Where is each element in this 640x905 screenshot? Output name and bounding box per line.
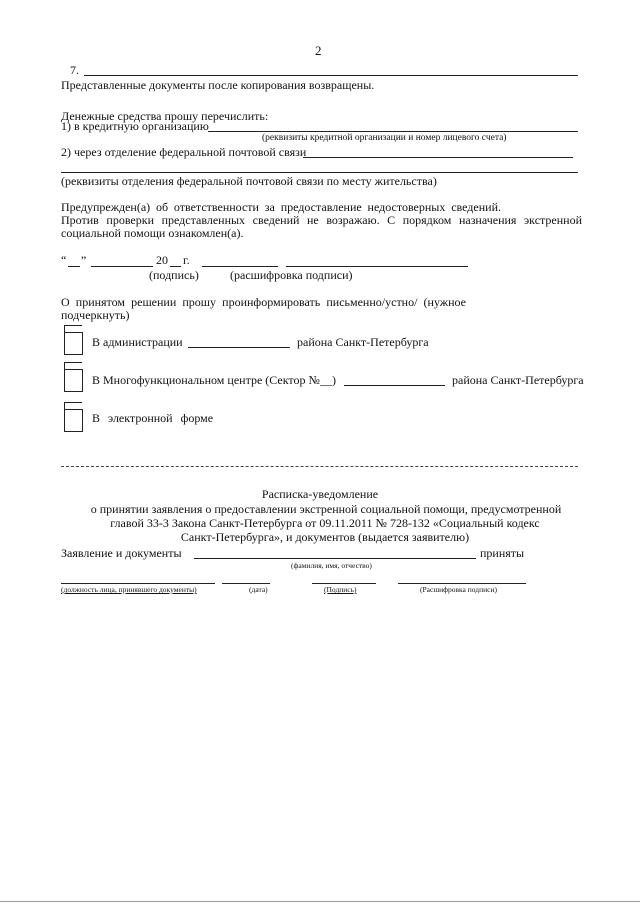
checkbox-administration[interactable] [64, 332, 83, 355]
post-office-caption: (реквизиты отделения федеральной почтовой связи по месту жительства) [61, 174, 437, 188]
date-year-prefix: 20 [156, 253, 168, 267]
receipt-sign-line [312, 583, 376, 584]
credit-org-line [208, 131, 578, 132]
receipt-title: Расписка-уведомление [261, 487, 379, 501]
cut-line [61, 466, 578, 467]
warning-line-2: Против проверки представленных сведений не возражаю. С порядком назначения экстренной [61, 213, 582, 227]
date-month-line [91, 266, 153, 267]
documents-returned-text: Представленные документы после копирования возвращены. [61, 78, 375, 92]
receipt-fio-line [194, 558, 476, 559]
credit-org-caption: (реквизиты кредитной организации и номер лицевого счета) [262, 133, 507, 143]
signature-caption: (подпись) [149, 268, 199, 282]
checkbox-electronic[interactable] [64, 409, 83, 432]
date-quote-open: “ [61, 253, 67, 267]
receipt-position-caption: (должность лица, принявшего документы) [61, 585, 197, 594]
date-year-suffix: г. [183, 253, 190, 267]
option-electronic-label: В электронной форме [92, 411, 214, 425]
post-office-line-2 [61, 172, 578, 173]
receipt-date-line [222, 583, 270, 584]
option-administration-suffix: района Санкт-Петербурга [297, 335, 429, 349]
date-quote-close: ” [81, 253, 87, 267]
page-number: 2 [315, 43, 322, 58]
signature-line [202, 266, 278, 267]
credit-org-label: 1) в кредитную организацию [61, 119, 209, 133]
notify-line-2: подчеркнуть) [61, 308, 130, 322]
administration-district-line[interactable] [188, 347, 290, 348]
signature-decode-caption: (расшифровка подписи) [230, 268, 353, 282]
signature-decode-line [286, 266, 468, 267]
notify-line-1: О принятом решении прошу проинформировать письменно/устно/ (нужное [61, 295, 466, 309]
receipt-line-2: главой 33-3 Закона Санкт-Петербурга от 09.11.2011 № 728-132 «Социальный кодекс [110, 516, 540, 530]
receipt-docs-accepted: приняты [480, 546, 525, 560]
mfc-district-line[interactable] [344, 385, 445, 386]
receipt-date-caption: (дата) [249, 585, 268, 594]
receipt-decode-line [398, 583, 526, 584]
date-year-line [170, 266, 181, 267]
warning-line-1: Предупрежден(а) об ответственности за предоставление недостоверных сведений. [61, 200, 501, 214]
receipt-position-line [61, 583, 215, 584]
checkbox-mfc[interactable] [64, 369, 83, 392]
scan-edge-line [0, 901, 640, 902]
post-office-line [303, 157, 573, 158]
item-7-label: 7. [70, 63, 79, 77]
date-day-line [68, 266, 80, 267]
receipt-line-1: о принятии заявления о предоставлении экстренной социальной помощи, предусмотренной [90, 502, 562, 516]
receipt-sign-caption: (Подпись) [324, 585, 357, 594]
option-mfc-suffix: района Санкт-Петербурга [452, 373, 584, 387]
option-mfc-label: В Многофункциональном центре (Сектор №__) [92, 373, 336, 387]
option-administration-label: В администрации [92, 335, 183, 349]
transfer-heading: Денежные средства прошу перечислить: [61, 109, 269, 123]
warning-line-3: социальной помощи ознакомлен(а). [61, 226, 244, 240]
receipt-decode-caption: (Расшифровка подписи) [420, 585, 497, 594]
item-7-line [84, 75, 578, 76]
receipt-fio-caption: (фамилия, имя, отчество) [291, 561, 372, 570]
post-office-label: 2) через отделение федеральной почтовой связи [61, 145, 307, 159]
receipt-docs-label: Заявление и документы [61, 546, 182, 560]
receipt-line-3: Санкт-Петербурга», и документов (выдается заявителю) [180, 530, 470, 544]
